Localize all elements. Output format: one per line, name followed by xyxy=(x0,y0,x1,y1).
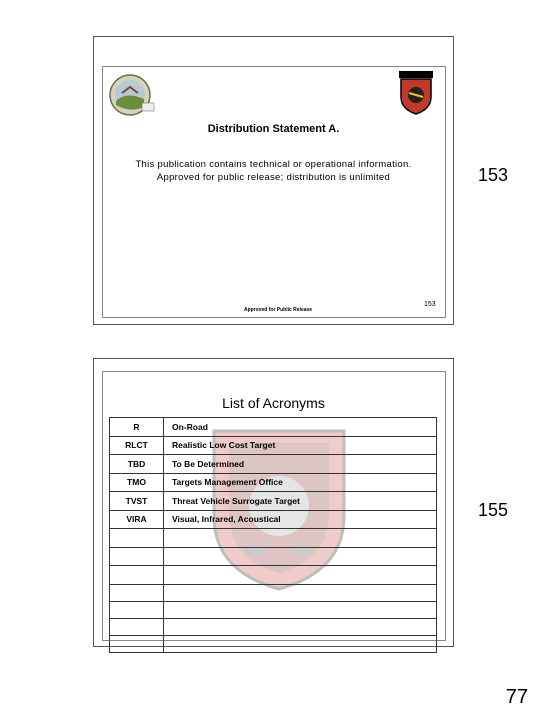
acronym-abbr: TBD xyxy=(110,455,164,474)
table-row xyxy=(110,584,437,601)
table-row xyxy=(110,455,437,474)
acronym-abbr: VIRA xyxy=(110,510,164,529)
acronym-abbr: TVST xyxy=(110,492,164,511)
acronym-abbr: RLCT xyxy=(110,436,164,455)
acronym-meaning: Targets Management Office xyxy=(164,473,437,492)
slide-inner-number: 153 xyxy=(424,301,436,308)
table-row xyxy=(110,473,437,492)
distribution-statement-body xyxy=(94,158,453,184)
table-row xyxy=(110,566,437,585)
table-row xyxy=(110,418,437,437)
shield-logo-icon xyxy=(397,71,435,115)
acronym-meaning: Threat Vehicle Surrogate Target xyxy=(164,492,437,511)
statement-line-2: Approved for public release; distribution is unlimited xyxy=(156,172,391,183)
acronym-abbr: TMO xyxy=(110,473,164,492)
acronyms-title: List of Acronyms xyxy=(222,395,325,411)
table-row xyxy=(110,492,437,511)
seal-logo-icon xyxy=(108,73,156,117)
table-row xyxy=(110,547,437,566)
slide-list-of-acronyms xyxy=(93,358,454,647)
slide-number: 153 xyxy=(478,165,509,185)
table-row xyxy=(110,601,437,618)
page-number: 77 xyxy=(505,686,528,708)
table-row xyxy=(110,618,437,635)
acronym-meaning: On-Road xyxy=(164,418,437,437)
acronym-abbr: R xyxy=(110,418,164,437)
table-row xyxy=(110,510,437,529)
table-row xyxy=(110,635,437,652)
acronym-meaning: To Be Determined xyxy=(164,455,437,474)
acronym-meaning: Realistic Low Cost Target xyxy=(164,436,437,455)
statement-line-1: This publication contains technical or operational information. xyxy=(135,159,412,170)
acronyms-table xyxy=(109,417,437,653)
slide-number: 155 xyxy=(478,500,509,520)
table-row xyxy=(110,436,437,455)
table-row xyxy=(110,529,437,548)
distribution-statement-title: Distribution Statement A. xyxy=(207,123,340,135)
slide-distribution-statement xyxy=(93,36,454,325)
acronym-meaning: Visual, Infrared, Acoustical xyxy=(164,510,437,529)
approved-footer: Approved for Public Release xyxy=(244,307,313,313)
